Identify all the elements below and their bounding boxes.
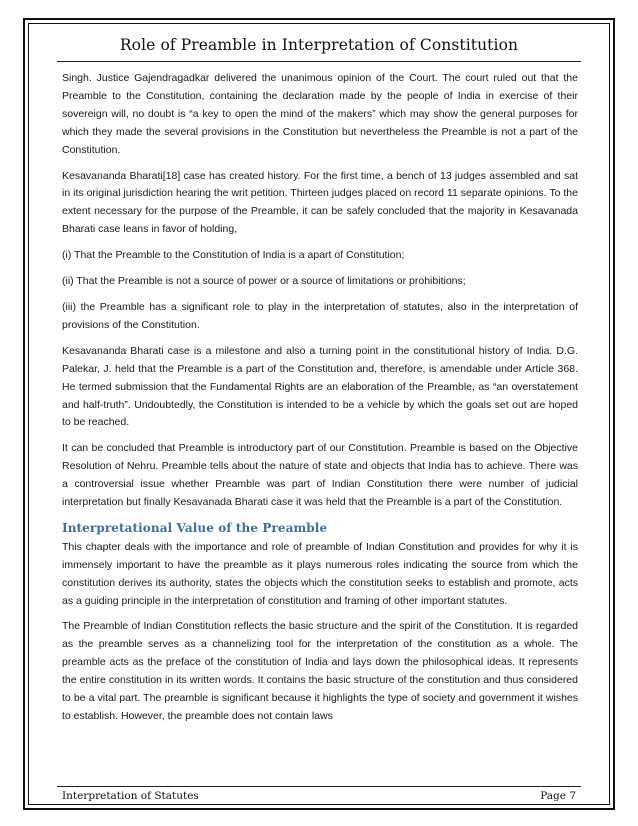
paragraph: Singh. Justice Gajendragadkar delivered the unanimous opinion of the Court. The court ruled out that the Preamble to the Constitution, containing the declaration made by the people of India in exercise of their sovereign will, no doubt is “a key to open the mind of the makers” which may show the general purposes for which they made the several provisions in the Constitution but nevertheless the Preamble is not a part of the Constitution. <box>62 72 578 156</box>
paragraph: The Preamble of Indian Constitution reflects the basic structure and the spirit of the Constitution. It is regarded as the preamble serves as a channelizing tool for the interpretation of the constitution as a whole. The preamble acts as the preface of the constitution of India and lays down the philosophical ideas. It represents the entire constitution in its written words. It contains the basic structure of the constitution and thus considered to be a vital part. The preamble is significant because it highlights the type of society and government it wishes to establish. However, the preamble does not contain laws <box>62 620 578 722</box>
footer-divider <box>57 786 581 787</box>
page-number: Page 7 <box>540 790 576 802</box>
list-item: (iii) the Preamble has a significant role to play in the interpretation of statutes, also in the interpretation of provisions of the Constitution. <box>62 300 578 331</box>
section-heading: Interpretational Value of the Preamble <box>62 520 328 535</box>
paragraph: Kesavananda Bharati[18] case has created history. For the first time, a bench of 13 judges assembled and sat in its original jurisdiction hearing the writ petition. Thirteen judges placed on record 11 separate opinions. To the extent necessary for the purpose of the Preamble, it can be safely concluded that the majority in Kesavanada Bharati case leans in favor of holding, <box>62 169 578 236</box>
footer-document-title: Interpretation of Statutes <box>62 790 199 802</box>
paragraph: It can be concluded that Preamble is introductory part of our Constitution. Preamble is based on the Objective Resolution of Nehru. Preamble tells about the nature of state and objects that India has to achieve. There was a controversial issue whether Preamble was part of Indian Constitution there were number of judicial interpretation but finally Kesavanada Bharati case it was held that the Preamble is a part of the Constitution. <box>62 442 578 509</box>
header-divider <box>57 61 581 62</box>
document-body <box>62 70 578 734</box>
list-item: (ii) That the Preamble is not a source of power or a source of limitations or prohibitions; <box>62 275 466 288</box>
paragraph: Kesavananda Bharati case is a milestone and also a turning point in the constitutional history of India. D.G. Palekar, J. held that the Preamble is a part of the Constitution and, therefore, is amendable under Article 368. He termed submission that the Fundamental Rights are an elaboration of the Preamble, as “an overstatement and half-truth”. Undoubtedly, the Constitution is intended to be a vehicle by which the goals set out are hoped to be reached. <box>62 344 578 429</box>
paragraph: This chapter deals with the importance and role of preamble of Indian Constitution and provides for why it is immensely important to have the preamble as it plays numerous roles indicating the source from which the constitution derives its authority, states the objects which the constitution seeks to establish and promote, acts as a guiding principle in the interpretation of constitution and framing of other important statutes. <box>62 540 578 607</box>
list-item: (i) That the Preamble to the Constitution of India is a apart of Constitution; <box>62 249 405 262</box>
page-header-title: Role of Preamble in Interpretation of Constitution <box>119 36 519 54</box>
